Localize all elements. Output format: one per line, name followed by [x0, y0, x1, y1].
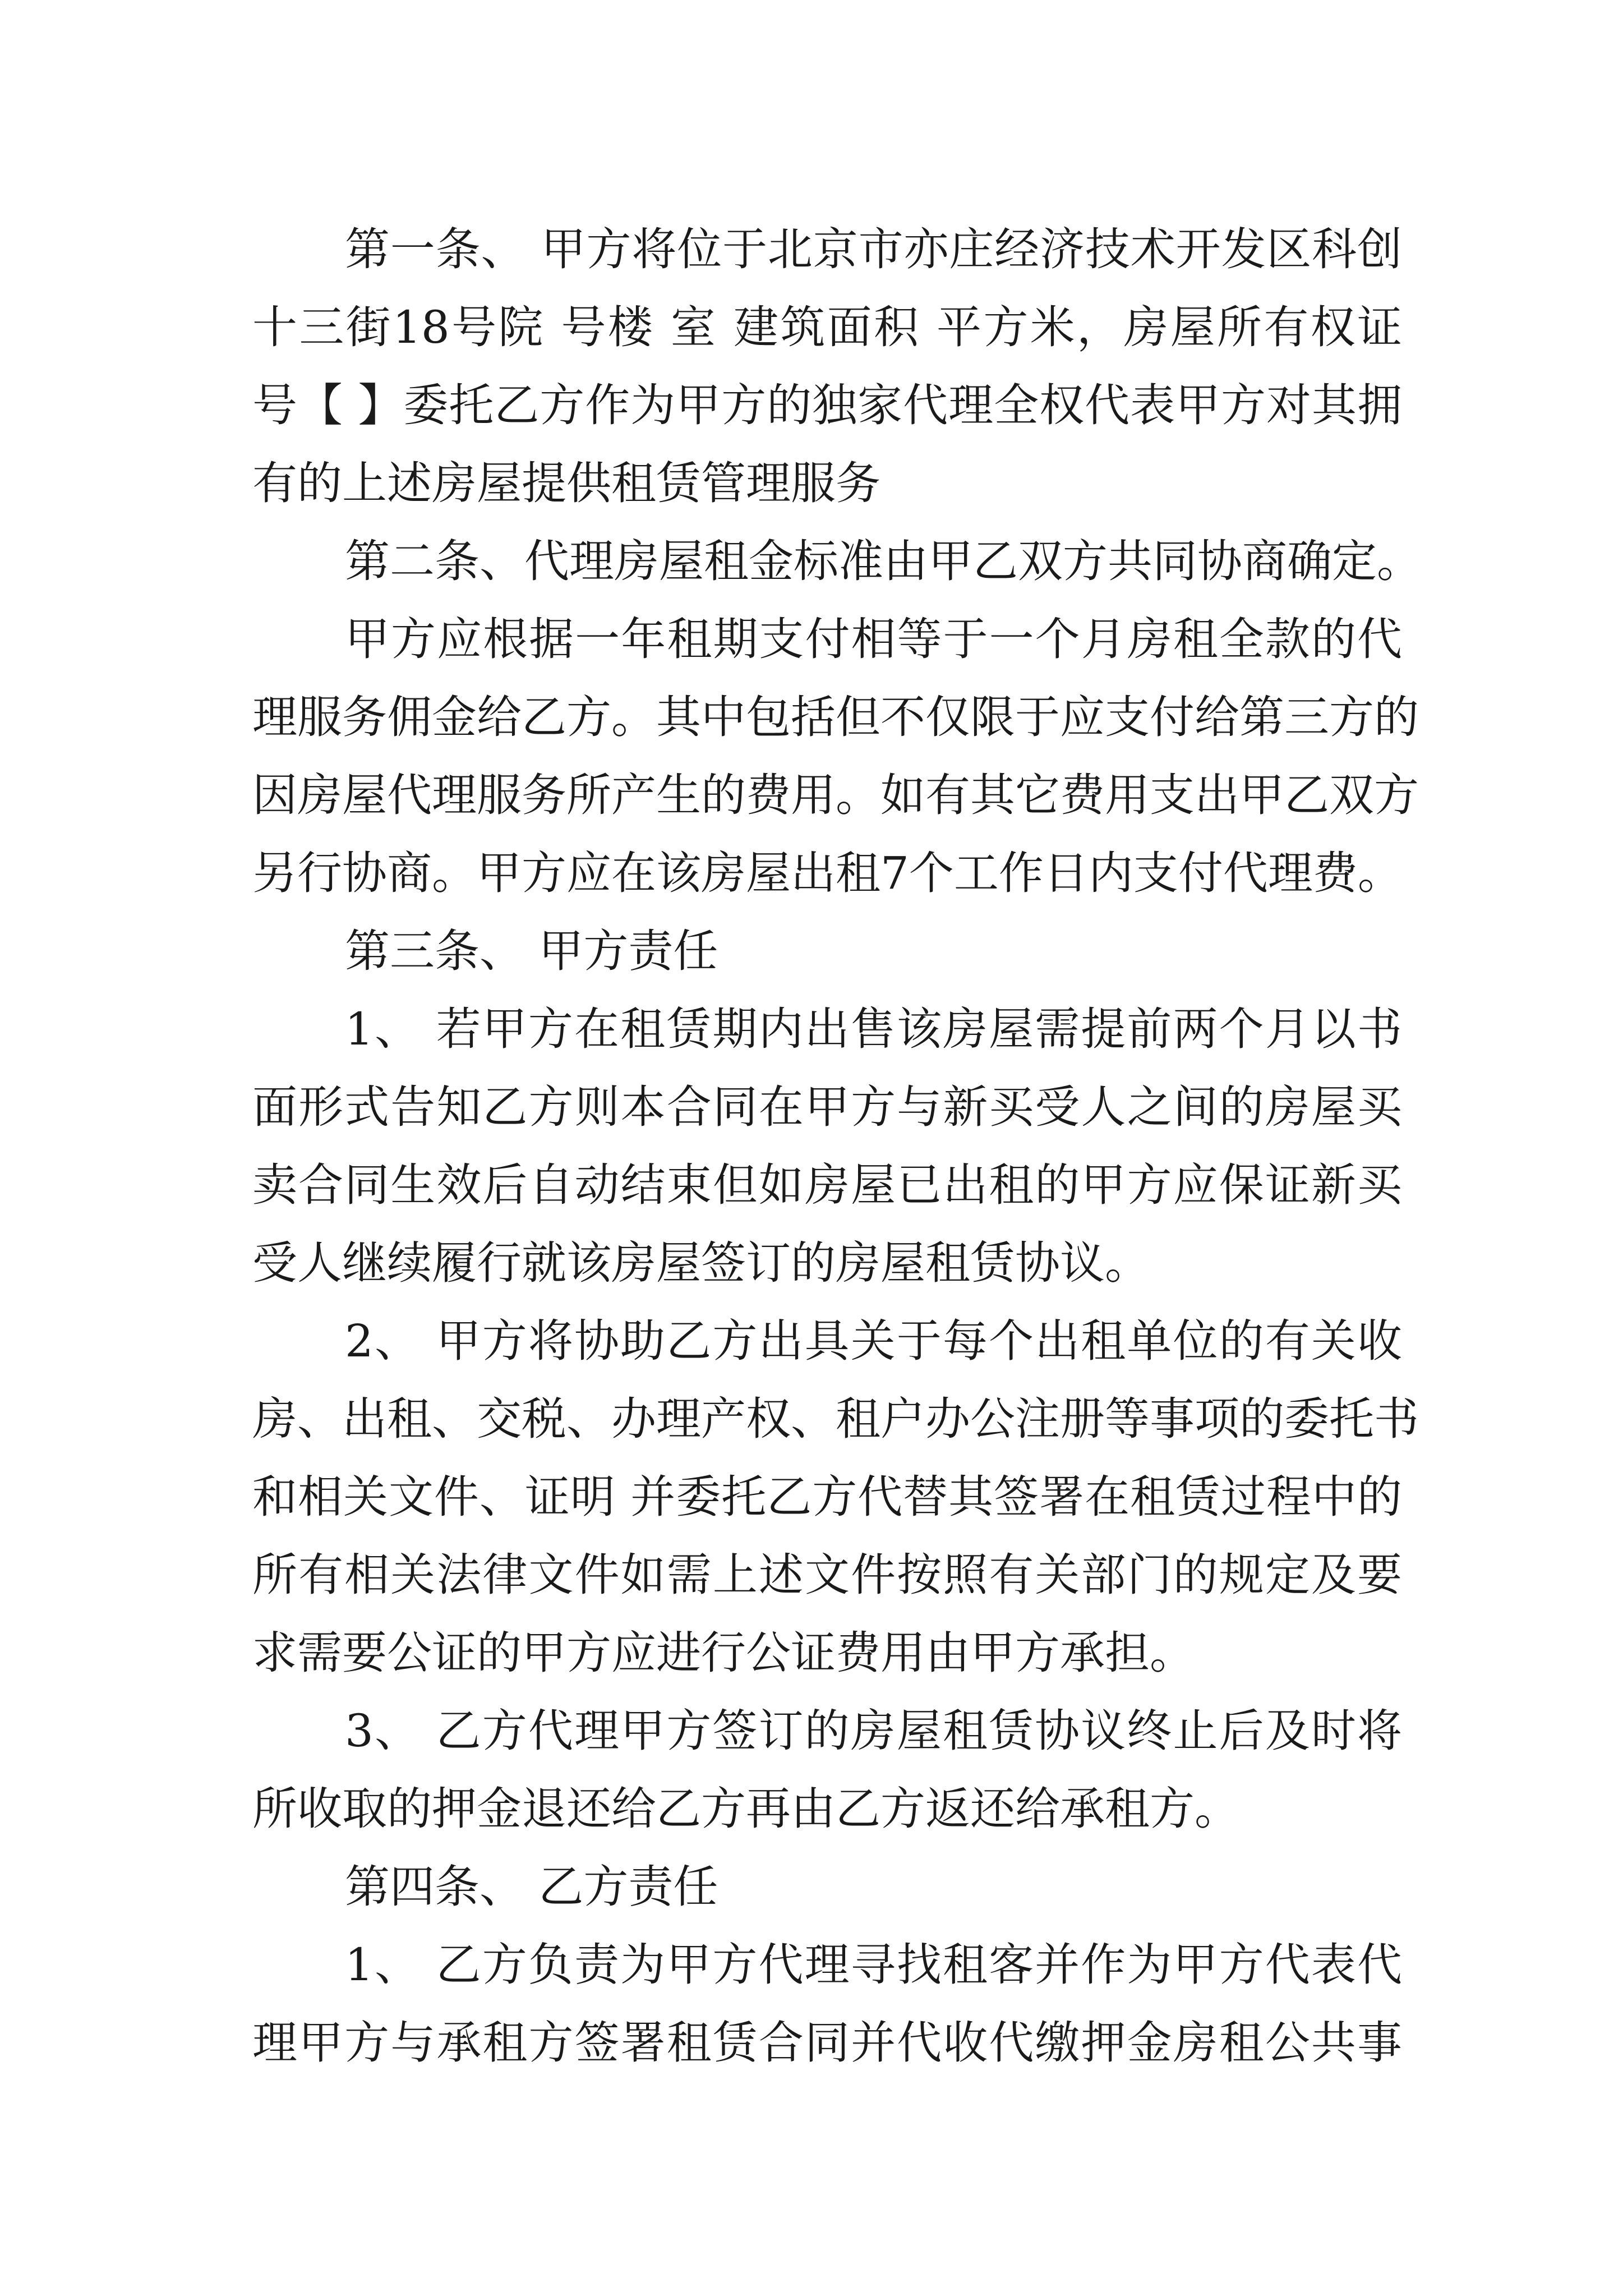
text-line: 1、 若甲方在租赁期内出售该房屋需提前两个月以书 — [345, 1003, 1402, 1055]
text-line: 3、 乙方代理甲方签订的房屋租赁协议终止后及时将 — [345, 1705, 1402, 1757]
text-line: 甲方应根据一年租期支付相等于一个月房租全款的代 — [345, 613, 1402, 665]
text-line: 第二条、代理房屋租金标准由甲乙双方共同协商确定。 — [345, 535, 1422, 587]
text-line: 卖合同生效后自动结束但如房屋已出租的甲方应保证新买 — [252, 1159, 1402, 1211]
text-line: 求需要公证的甲方应进行公证费用由甲方承担。 — [252, 1627, 1195, 1679]
text-line: 和相关文件、证明 并委托乙方代替其签署在租赁过程中的 — [252, 1471, 1402, 1523]
text-line: 2、 甲方将协助乙方出具关于每个出租单位的有关收 — [345, 1315, 1402, 1367]
text-line: 面形式告知乙方则本合同在甲方与新买受人之间的房屋买 — [252, 1081, 1402, 1133]
text-line: 1、 乙方负责为甲方代理寻找租客并作为甲方代表代 — [345, 1939, 1402, 1991]
text-line: 所有相关法律文件如需上述文件按照有关部门的规定及要 — [252, 1549, 1402, 1601]
text-line: 第四条、 乙方责任 — [345, 1861, 718, 1913]
text-line: 另行协商。甲方应在该房屋出租7个工作日内支付代理费。 — [252, 847, 1403, 899]
text-line: 所收取的押金退还给乙方再由乙方返还给承租方。 — [252, 1783, 1239, 1835]
text-line: 十三街18号院 号楼 室 建筑面积 平方米，房屋所有权证 — [252, 301, 1402, 353]
contract-body — [252, 210, 1422, 2082]
text-line: 受人继续履行就该房屋签订的房屋租赁协议。 — [252, 1237, 1150, 1289]
text-line: 因房屋代理服务所产生的费用。如有其它费用支出甲乙双方 — [252, 769, 1419, 821]
text-line: 理服务佣金给乙方。其中包括但不仅限于应支付给第三方的 — [252, 691, 1419, 743]
text-line: 理甲方与承租方签署租赁合同并代收代缴押金房租公共事 — [252, 2017, 1402, 2069]
text-line: 有的上述房屋提供租赁管理服务 — [252, 457, 880, 509]
text-line: 第三条、 甲方责任 — [345, 925, 718, 977]
text-line: 房、出租、交税、办理产权、租户办公注册等事项的委托书 — [252, 1393, 1419, 1445]
text-line: 第一条、 甲方将位于北京市亦庄经济技术开发区科创 — [345, 223, 1402, 275]
text-line: 号【 】委托乙方作为甲方的独家代理全权代表甲方对其拥 — [252, 379, 1402, 431]
